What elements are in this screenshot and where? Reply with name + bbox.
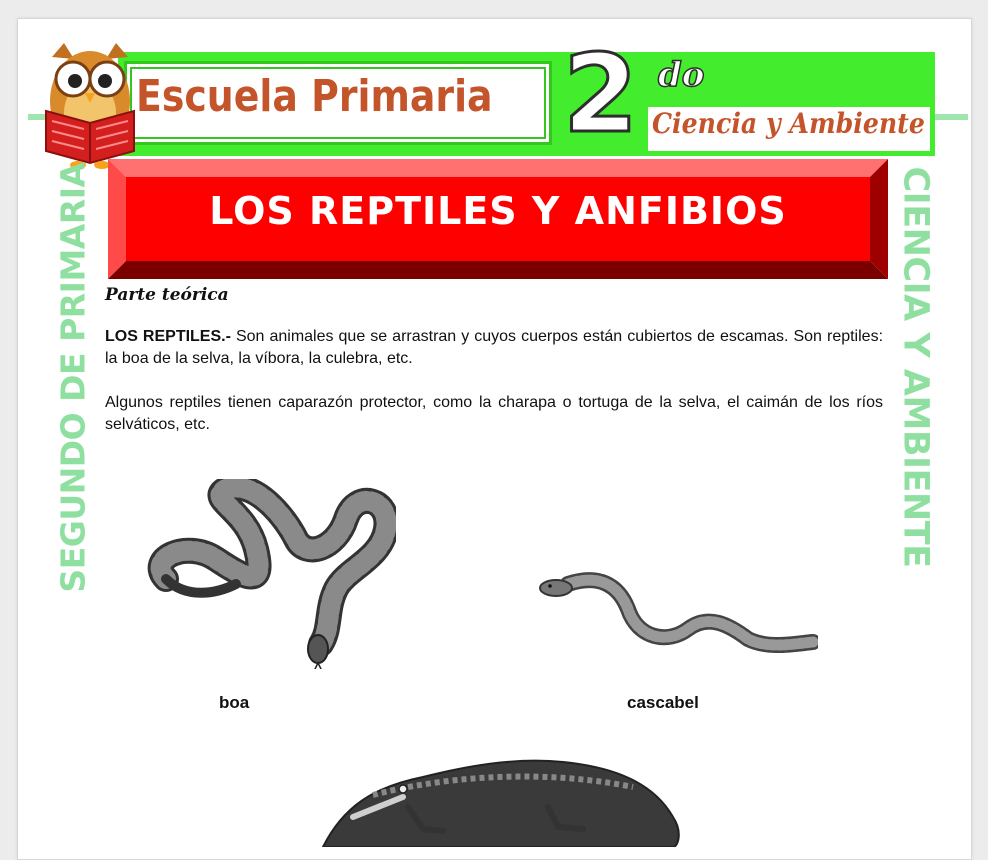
side-label-right (888, 166, 944, 568)
boa-illustration (146, 479, 396, 669)
content-body (105, 284, 883, 458)
boa-label: boa (219, 693, 250, 712)
header-deco-line-right (933, 114, 968, 120)
side-label-left-text: SEGUNDO DE PRIMARIA (53, 161, 93, 593)
cascabel-illustration (538, 564, 818, 664)
side-label-right-text: CIENCIA Y AMBIENTE (896, 166, 936, 568)
cascabel-label: cascabel (627, 693, 699, 712)
worksheet-page (17, 18, 972, 860)
paragraph-reptiles (105, 326, 883, 370)
paragraph-reptiles-text: Son animales que se arrastran y cuyos cuerpos están cubiertos de escamas. Son reptiles: la boa de la selva, la víbora, la culebra, etc. (105, 328, 884, 367)
banner-title: LOS REPTILES Y ANFIBIOS (209, 189, 787, 233)
section-title: Parte teórica (105, 285, 229, 305)
caiman-illustration (313, 737, 713, 847)
subject-title: Ciencia y Ambiente (652, 107, 925, 140)
school-title: Escuela Primaria (136, 71, 493, 122)
paragraph-shells: Algunos reptiles tienen caparazón protector, como la charapa o tortuga de la selva, el caimán de los ríos selváticos, etc. (105, 394, 883, 433)
grade-suffix: do (658, 55, 705, 95)
side-label-left (45, 161, 101, 593)
owl-reading-icon (40, 39, 140, 169)
grade-number: 2 (563, 32, 639, 157)
paragraph-reptiles-heading: LOS REPTILES.- (105, 328, 231, 345)
